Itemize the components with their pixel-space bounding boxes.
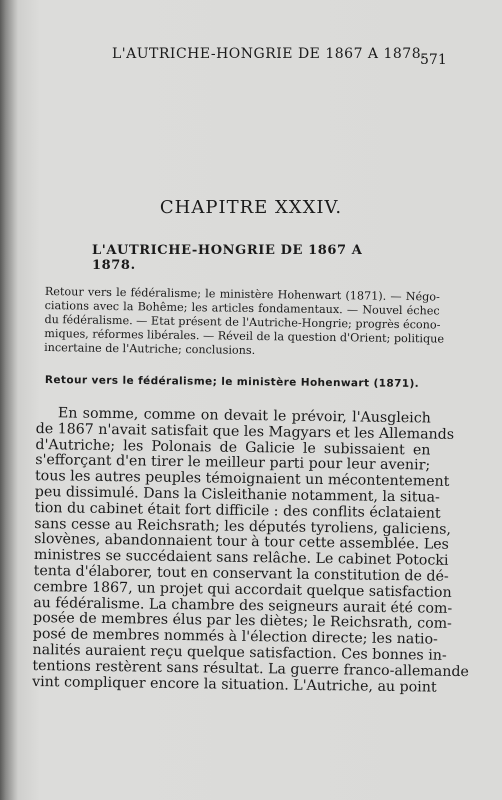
body-line: de 1867 n'avait satisfait que les Magyars et les Allemands [35,420,455,443]
page-number: 571 [420,52,447,68]
body-line: ministres se succédaient sans relâche. Le cabinet Potocki [33,547,449,569]
body-line: nalités auraient reçu quelque satisfaction. Ces bonnes in- [32,641,447,664]
body-line: slovènes, abandonnaient tour à tour cette assemblée. Les [34,531,449,554]
body-line: au fédéralisme. La chambre des seigneurs aurait été com- [33,594,453,617]
body-line: sans cesse au Reichsrath; les députés tyroliens, galiciens, [34,515,452,538]
body-line: vint compliquer encore la situation. L'Autriche, au point [32,673,437,696]
chapter-summary [44,285,445,361]
summary-line: du fédéralisme. — Etat présent de l'Autriche-Hongrie; progrès écono- [44,312,441,332]
body-line: d'Autriche; les Polonais de Galicie le subissaient en [35,436,431,459]
summary-line: ciations avec la Bohême; les articles fondamentaux. — Nouvel échec [44,298,440,318]
running-head: L'AUTRICHE-HONGRIE DE 1867 A 1878. [112,46,427,62]
body-line: tenta d'élaborer, tout en conservant la constitution de dé- [33,562,449,585]
chapter-title: CHAPITRE XXXIV. [159,197,343,218]
body-line: posé de membres nommés à l'élection directe; les natio- [32,626,438,648]
body-line: peu dissimulé. Dans la Cisleithanie notamment, la situa- [34,483,440,506]
body-line: s'efforçant d'en tirer le meilleur parti pour leur avenir; [35,452,431,474]
section-heading: Retour vers le fédéralisme; le ministère Hohenwart (1871). [44,374,420,390]
body-line: posée de membres élus par les diètes; le Reichsrath, com- [32,610,453,633]
body-line: tion du cabinet était fort difficile : des conflits éclataient [34,499,441,522]
body-line: En somme, comme on devait le prévoir, l'Ausgleich [57,405,431,427]
summary-line: miques, réformes libérales. — Réveil de la question d'Orient; politique [44,326,445,346]
body-line: tentions restèrent sans résultat. La guerre franco-allemande [32,657,470,680]
summary-line: incertaine de l'Autriche; conclusions. [44,340,256,357]
body-line: cembre 1867, un projet qui accordait quelque satisfaction [33,578,452,601]
summary-line: Retour vers le fédéralisme; le ministère Hohenwart (1871). — Négo- [44,285,440,304]
body-line: tous les autres peuples témoignaient un mécontentement [34,468,450,490]
body-text [32,405,470,696]
chapter-subtitle: L'AUTRICHE-HONGRIE DE 1867 A 1878. [92,243,363,273]
